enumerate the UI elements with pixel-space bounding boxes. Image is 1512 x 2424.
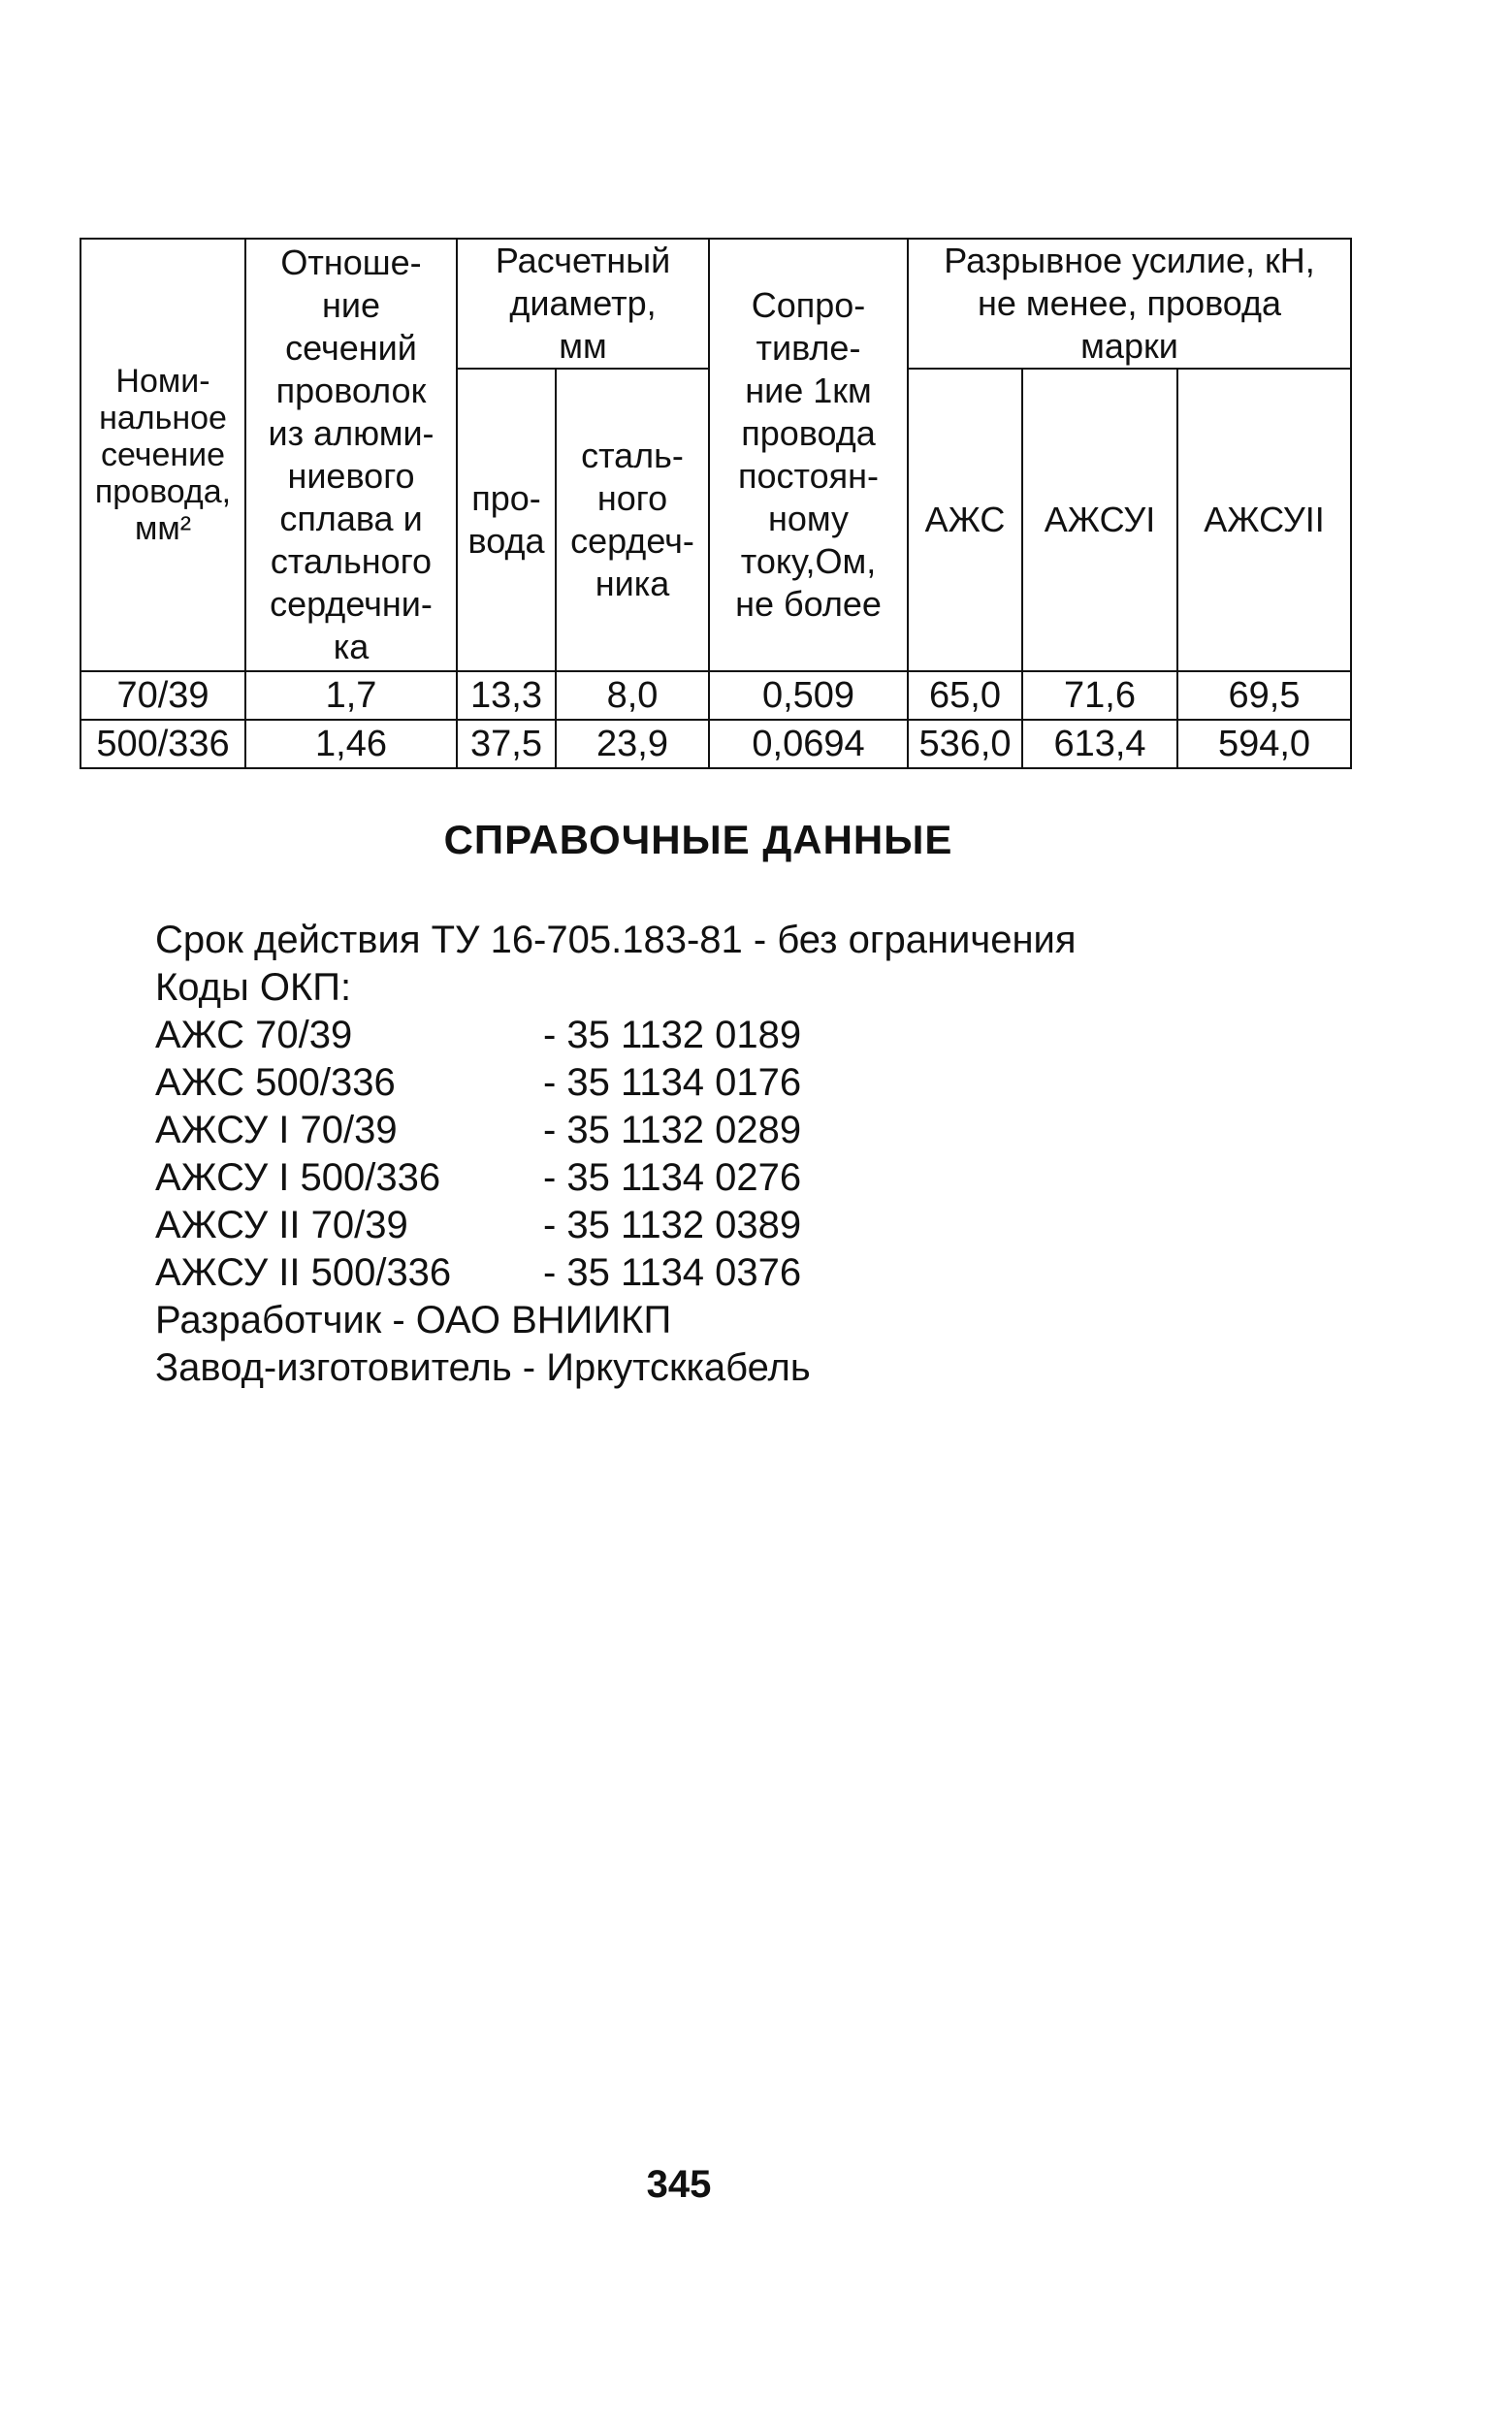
- cell-grade-azhsu-2: 69,5: [1177, 671, 1351, 720]
- table-header-row: [80, 239, 1351, 369]
- okp-code: - 35 1134 0376: [543, 1251, 802, 1294]
- okp-code: - 35 1132 0189: [543, 1014, 802, 1056]
- header-cross-section: Номи- нальное сечение провода, мм²: [80, 239, 245, 671]
- okp-code: - 35 1132 0289: [543, 1109, 802, 1151]
- specifications-table: [80, 238, 1352, 769]
- okp-code-row: [155, 1059, 1077, 1107]
- header-grade-azhs: АЖС: [908, 369, 1022, 671]
- header-resistance: Сопро- тивле- ние 1км провода постоян- ному току,Ом, не более: [709, 239, 908, 671]
- okp-name: АЖСУ I 70/39: [155, 1109, 398, 1151]
- okp-code: - 35 1134 0276: [543, 1156, 802, 1199]
- okp-code: - 35 1132 0389: [543, 1204, 802, 1246]
- cell-diameter-core: 23,9: [556, 720, 709, 768]
- cell-grade-azhsu-1: 613,4: [1022, 720, 1177, 768]
- table-row: [80, 671, 1351, 720]
- cell-ratio: 1,46: [245, 720, 457, 768]
- cell-ratio: 1,7: [245, 671, 457, 720]
- reference-block: [155, 917, 1077, 1392]
- table-row: [80, 720, 1351, 768]
- okp-name: АЖС 70/39: [155, 1014, 353, 1056]
- okp-name: АЖСУ II 70/39: [155, 1204, 408, 1246]
- manufacturer-text: Завод-изготовитель - Иркутсккабель: [155, 1346, 811, 1389]
- section-title: СПРАВОЧНЫЕ ДАННЫЕ: [443, 817, 953, 862]
- validity-text: Срок действия ТУ 16-705.183-81 - без ограничения: [155, 919, 1077, 961]
- okp-code-row: [155, 1012, 1077, 1059]
- cell-diameter-wire: 37,5: [457, 720, 556, 768]
- header-diameter: Расчетный диаметр, мм: [457, 239, 709, 369]
- header-ratio: Отноше- ние сечений проволок из алюми- ниевого сплава и стального сердечни- ка: [245, 239, 457, 671]
- cell-diameter-wire: 13,3: [457, 671, 556, 720]
- okp-code: - 35 1134 0176: [543, 1061, 802, 1104]
- header-grade-azhsu-1: АЖСУI: [1022, 369, 1177, 671]
- okp-code-row: [155, 1107, 1077, 1154]
- okp-code-row: [155, 1154, 1077, 1202]
- developer-text: Разработчик - ОАО ВНИИКП: [155, 1299, 672, 1341]
- page-number: 345: [646, 2163, 712, 2206]
- header-grade-azhsu-2: АЖСУII: [1177, 369, 1351, 671]
- okp-code-row: [155, 1202, 1077, 1249]
- cell-resistance: 0,509: [709, 671, 908, 720]
- cell-cross-section: 70/39: [80, 671, 245, 720]
- okp-name: АЖСУ I 500/336: [155, 1156, 441, 1199]
- cell-grade-azhsu-2: 594,0: [1177, 720, 1351, 768]
- okp-label: Коды ОКП:: [155, 966, 352, 1009]
- header-diameter-wire: про- вода: [457, 369, 556, 671]
- cell-diameter-core: 8,0: [556, 671, 709, 720]
- okp-name: АЖС 500/336: [155, 1061, 396, 1104]
- cell-cross-section: 500/336: [80, 720, 245, 768]
- cell-grade-azhsu-1: 71,6: [1022, 671, 1177, 720]
- header-diameter-core: сталь- ного сердеч- ника: [556, 369, 709, 671]
- header-breaking-force: Разрывное усилие, кН, не менее, провода марки: [908, 239, 1351, 369]
- cell-grade-azhs: 65,0: [908, 671, 1022, 720]
- okp-name: АЖСУ II 500/336: [155, 1251, 452, 1294]
- okp-code-row: [155, 1249, 1077, 1297]
- cell-grade-azhs: 536,0: [908, 720, 1022, 768]
- cell-resistance: 0,0694: [709, 720, 908, 768]
